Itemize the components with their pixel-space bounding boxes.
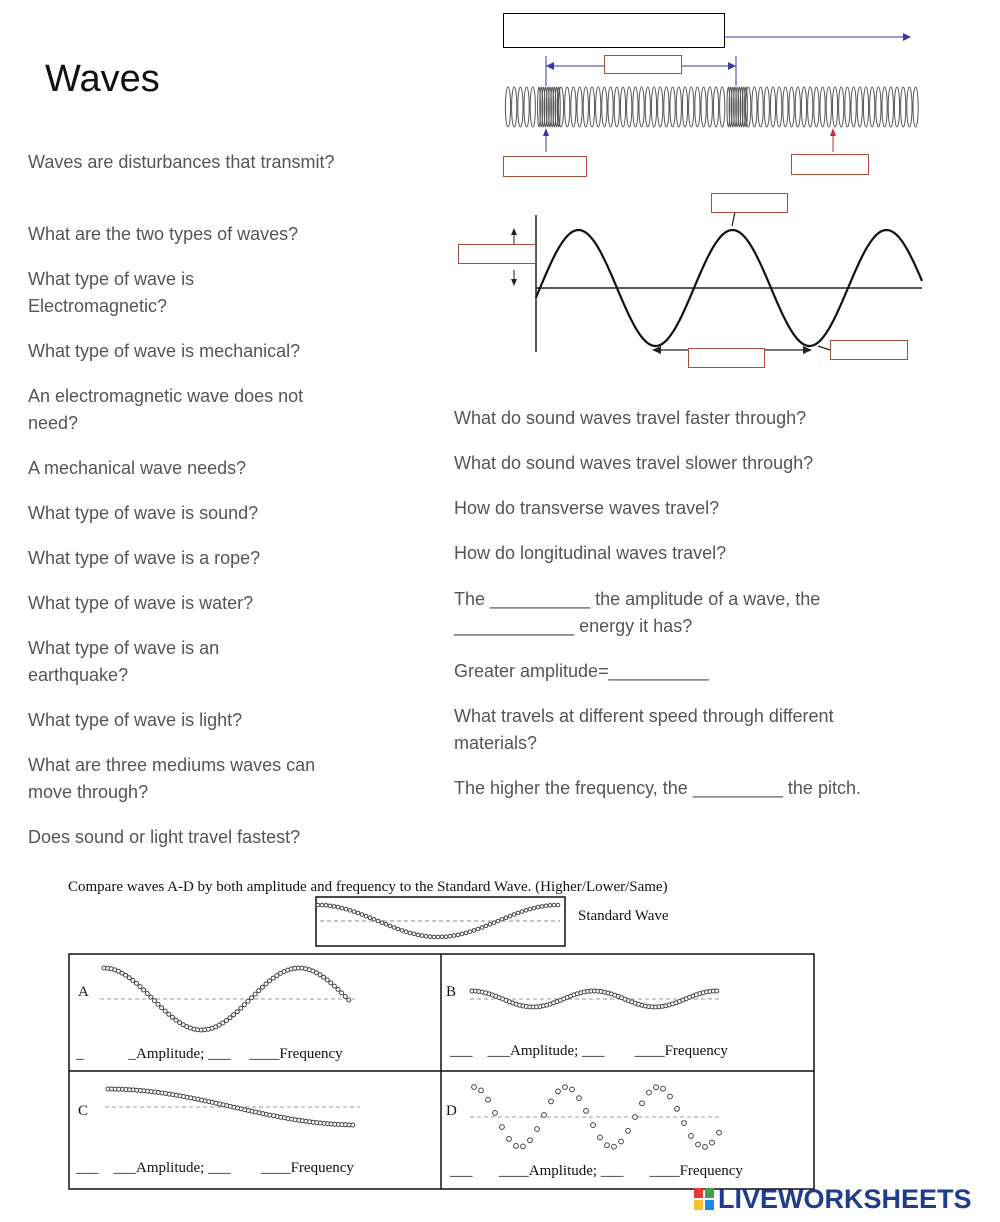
- standard-wave-dot: [332, 905, 336, 909]
- wave-a-dot: [131, 978, 135, 982]
- wave-a-dot: [260, 985, 264, 989]
- panel-a-letter: A: [78, 984, 89, 1000]
- wave-d-dot: [507, 1137, 512, 1142]
- wave-a-dot: [250, 996, 254, 1000]
- coil-loop: [845, 87, 850, 127]
- standard-wave-dot: [536, 905, 540, 909]
- wave-a-dot: [167, 1012, 171, 1016]
- standard-wave-dot: [512, 913, 516, 917]
- wave-a-dot: [268, 979, 272, 983]
- standard-wave-dot: [520, 910, 524, 914]
- standard-wave-dot: [416, 933, 420, 937]
- wave-a-dot: [138, 985, 142, 989]
- wave-a-dot: [257, 989, 261, 993]
- standard-wave-dot: [500, 918, 504, 922]
- right-question-6: Greater amplitude=__________: [454, 661, 709, 681]
- wave-d-dot: [521, 1144, 526, 1149]
- standard-wave-dot: [340, 906, 344, 910]
- left-question-1: Waves are disturbances that transmit?: [28, 152, 335, 172]
- wave-d-dot: [570, 1087, 575, 1092]
- coil-loop: [645, 87, 650, 127]
- left-question-5: An electromagnetic wave does not need?: [28, 386, 304, 433]
- standard-wave-dot: [372, 918, 376, 922]
- standard-wave-dot: [464, 931, 468, 935]
- left-question-8: What type of wave is a rope?: [28, 548, 261, 568]
- standard-wave-dot: [548, 904, 552, 908]
- coil-loop: [814, 87, 819, 127]
- liveworksheets-logo: [694, 1184, 972, 1214]
- coil-loop: [801, 87, 806, 127]
- wave-type-answer-box[interactable]: [503, 13, 725, 48]
- standard-wave-dot: [360, 913, 364, 917]
- standard-wave-dot: [468, 930, 472, 934]
- standard-wave-dot: [436, 935, 440, 939]
- coil-loop: [620, 87, 625, 127]
- left-question-2: What are the two types of waves?: [28, 224, 299, 244]
- standard-wave-dot: [324, 904, 328, 908]
- wave-d-dot: [710, 1140, 715, 1145]
- wave-a-dot: [149, 995, 153, 999]
- standard-wave-dot: [424, 934, 428, 938]
- left-question-10: What type of wave is an earthquake?: [28, 638, 220, 685]
- wave-b: [470, 989, 719, 1009]
- panel-a-answer-line[interactable]: _ _Amplitude; ___ ____Frequency: [76, 1046, 343, 1062]
- standard-wave-dot: [388, 924, 392, 928]
- page-title: Waves: [45, 58, 160, 100]
- wave-a-dot: [163, 1009, 167, 1013]
- coil-loop: [658, 87, 663, 127]
- standard-wave-dot: [448, 934, 452, 938]
- standard-wave-dot: [552, 903, 556, 907]
- left-question-9: What type of wave is water?: [28, 593, 254, 613]
- wave-d-dot: [591, 1123, 596, 1128]
- coil-loop: [907, 87, 912, 127]
- left-question-11: What type of wave is light?: [28, 710, 243, 730]
- coil-loop: [913, 87, 918, 127]
- wave-a-dot: [322, 975, 326, 979]
- wave-d-dot: [542, 1113, 547, 1118]
- coil-loop: [682, 87, 687, 127]
- compression-answer-box[interactable]: [503, 156, 587, 177]
- coil-loop: [707, 87, 712, 127]
- standard-wave-dot: [316, 903, 320, 907]
- left-question-3: What type of wave is Electromagnetic?: [28, 269, 195, 316]
- coil-loop: [851, 87, 856, 127]
- standard-wave-dot: [452, 934, 456, 938]
- coil-loop: [713, 87, 718, 127]
- wave-d-dot: [654, 1085, 659, 1090]
- crest-pointer: [732, 212, 735, 226]
- standard-wave-dot: [476, 927, 480, 931]
- standard-wave-dot: [516, 911, 520, 915]
- coil-loop: [701, 87, 706, 127]
- coil-loop: [820, 87, 825, 127]
- left-question-13: Does sound or light travel fastest?: [28, 827, 301, 847]
- logo-text: LIVEWORKSHEETS: [718, 1183, 972, 1214]
- standard-wave-dot: [412, 932, 416, 936]
- wave-d-dot: [528, 1138, 533, 1143]
- wave-d-dot: [626, 1128, 631, 1133]
- wave-a-dot: [242, 1003, 246, 1007]
- wave-d-dot: [556, 1089, 561, 1094]
- coil-loop: [530, 87, 535, 127]
- wave-a-dot: [340, 991, 344, 995]
- standard-wave-dot: [480, 926, 484, 930]
- wavelength-answer-box[interactable]: [604, 55, 682, 74]
- coil-loop: [596, 87, 601, 127]
- right-question-1: What do sound waves travel faster through?: [454, 408, 807, 428]
- right-question-8: The higher the frequency, the _________ the pitch.: [454, 778, 861, 798]
- panel-d-answer-line[interactable]: ___ ____Amplitude; ___ ____Frequency: [450, 1163, 743, 1179]
- coil-loop: [602, 87, 607, 127]
- wave-c-dot: [351, 1123, 355, 1127]
- standard-wave-dot: [556, 903, 560, 907]
- coil-loop: [894, 87, 899, 127]
- coil-loop: [571, 87, 576, 127]
- arrow-head: [903, 33, 911, 41]
- standard-wave-dot: [524, 909, 528, 913]
- wave-a-dot: [232, 1013, 236, 1017]
- standard-wave-dot: [472, 929, 476, 933]
- wave-a-dot: [329, 981, 333, 985]
- standard-wave-dot: [400, 929, 404, 933]
- wave-d-dot: [647, 1090, 652, 1095]
- standard-wave-dot: [496, 919, 500, 923]
- standard-wave-dot: [456, 933, 460, 937]
- coil-loop: [664, 87, 669, 127]
- coil-loop: [839, 87, 844, 127]
- coil-loop: [524, 87, 529, 127]
- coil-loop: [565, 87, 570, 127]
- coil-loop: [676, 87, 681, 127]
- standard-wave-dot: [544, 904, 548, 908]
- coil-loop: [695, 87, 700, 127]
- wave-d-dot: [500, 1125, 505, 1130]
- standard-wave-dot: [508, 914, 512, 918]
- left-question-12: What are three mediums waves can move through?: [28, 755, 316, 802]
- standard-wave-dot: [492, 921, 496, 925]
- wave-d-dot: [479, 1088, 484, 1093]
- coil-loop: [826, 87, 831, 127]
- wave-d-dot: [696, 1142, 701, 1147]
- wave-d-dot: [486, 1097, 491, 1102]
- wave-a-dot: [253, 992, 257, 996]
- wave-d-dot: [703, 1145, 708, 1150]
- coil-loop: [795, 87, 800, 127]
- wave-d-dot: [598, 1135, 603, 1140]
- wave-a-dot: [127, 976, 131, 980]
- wave-a-dot: [343, 995, 347, 999]
- slinky-coil: [505, 87, 918, 127]
- standard-wave-dot: [380, 921, 384, 925]
- standard-wave-dot: [328, 904, 332, 908]
- wave-d-dot: [661, 1086, 666, 1091]
- panel-b-answer-line[interactable]: ___ ___Amplitude; ___ ____Frequency: [450, 1043, 728, 1059]
- wave-d-dot: [472, 1085, 477, 1090]
- wavelength2-answer-box[interactable]: [688, 348, 765, 368]
- wave-a-dot: [235, 1010, 239, 1014]
- standard-wave-dot: [368, 916, 372, 920]
- wave-d-dot: [633, 1115, 638, 1120]
- standard-wave-dot: [396, 927, 400, 931]
- coil-loop: [651, 87, 656, 127]
- coil-loop: [670, 87, 675, 127]
- panel-b-letter: B: [446, 984, 457, 1000]
- wave-a-dot: [142, 988, 146, 992]
- standard-wave-label: Standard Wave: [578, 908, 669, 924]
- wave-d-dot: [682, 1121, 687, 1126]
- standard-wave-dot: [348, 909, 352, 913]
- coil-loop: [777, 87, 782, 127]
- coil-loop: [752, 87, 757, 127]
- right-question-5: The __________ the amplitude of a wave, the ____________ energy it has?: [454, 589, 821, 636]
- coil-loop: [857, 87, 862, 127]
- wave-a-dot: [228, 1016, 232, 1020]
- wave-a-dot: [170, 1015, 174, 1019]
- coil-loop: [832, 87, 837, 127]
- wave-d-dot: [514, 1144, 519, 1149]
- wave-d-dot: [605, 1143, 610, 1148]
- coil-loop: [577, 87, 582, 127]
- standard-wave-dot: [444, 935, 448, 939]
- standard-wave-dot: [484, 924, 488, 928]
- coil-loop: [770, 87, 775, 127]
- rarefaction-answer-box[interactable]: [791, 154, 869, 175]
- standard-wave-dot: [344, 907, 348, 911]
- wave-a-dot: [246, 999, 250, 1003]
- coil-loop: [512, 87, 517, 127]
- standard-wave-dot: [420, 934, 424, 938]
- coil-loop: [876, 87, 881, 127]
- coil-loop: [863, 87, 868, 127]
- standard-wave-dot: [504, 916, 508, 920]
- standard-wave-dot: [460, 932, 464, 936]
- standard-wave-dot: [540, 905, 544, 909]
- wave-d-dot: [612, 1144, 617, 1149]
- trough-answer-box[interactable]: [830, 340, 908, 360]
- compare-instructions: Compare waves A-D by both amplitude and frequency to the Standard Wave. (Higher/Lower/Same): [68, 879, 668, 895]
- wave-a-dot: [264, 982, 268, 986]
- coil-loop: [783, 87, 788, 127]
- wave-d-dot: [577, 1096, 582, 1101]
- wave-b-dot: [715, 989, 719, 993]
- standard-wave-dot: [376, 919, 380, 923]
- wave-a-dot: [336, 987, 340, 991]
- coil-loop: [627, 87, 632, 127]
- standard-wave-dot: [364, 914, 368, 918]
- left-question-7: What type of wave is sound?: [28, 503, 259, 523]
- coil-loop: [882, 87, 887, 127]
- wave-a-dot: [160, 1006, 164, 1010]
- right-question-3: How do transverse waves travel?: [454, 498, 720, 518]
- wave-a-dot: [325, 978, 329, 982]
- coil-loop: [901, 87, 906, 127]
- standard-wave-dot: [488, 923, 492, 927]
- coil-loop: [808, 87, 813, 127]
- coil-loop: [789, 87, 794, 127]
- standard-wave-dot: [392, 926, 396, 930]
- coil-loop: [583, 87, 588, 127]
- coil-loop: [558, 87, 563, 127]
- right-question-4: How do longitudinal waves travel?: [454, 543, 727, 563]
- coil-loop: [888, 87, 893, 127]
- wave-d-dot: [668, 1094, 673, 1099]
- wave-d-dot: [717, 1130, 722, 1135]
- standard-wave-dot: [440, 935, 444, 939]
- left-question-4: What type of wave is mechanical?: [28, 341, 301, 361]
- standard-wave-dot: [320, 903, 324, 907]
- standard-wave-dot: [528, 907, 532, 911]
- logo-mark-icon: [694, 1186, 716, 1212]
- coil-loop: [689, 87, 694, 127]
- coil-loop: [758, 87, 763, 127]
- amplitude-answer-box[interactable]: [458, 244, 536, 264]
- wave-a-dot: [152, 999, 156, 1003]
- wave-d-dot: [640, 1101, 645, 1106]
- crest-answer-box[interactable]: [711, 193, 788, 213]
- standard-wave-dot: [532, 906, 536, 910]
- wave-d-dot: [493, 1111, 498, 1116]
- standard-wave-dot: [428, 935, 432, 939]
- wave-d-dot: [619, 1139, 624, 1144]
- right-question-2: What do sound waves travel slower through?: [454, 453, 814, 473]
- coil-loop: [518, 87, 523, 127]
- wave-a-dot: [224, 1019, 228, 1023]
- wave-d-dot: [535, 1127, 540, 1132]
- wave-d-dot: [563, 1085, 568, 1090]
- panel-d-letter: D: [446, 1103, 457, 1119]
- standard-wave-dot: [384, 923, 388, 927]
- coil-loop: [614, 87, 619, 127]
- coil-loop: [589, 87, 594, 127]
- panel-c-letter: C: [78, 1103, 89, 1119]
- wave-a-dot: [145, 992, 149, 996]
- wave-d-dot: [675, 1107, 680, 1112]
- standard-wave-dot: [336, 905, 340, 909]
- coil-loop: [608, 87, 613, 127]
- coil-loop: [639, 87, 644, 127]
- coil-loop: [764, 87, 769, 127]
- standard-wave-dot: [404, 930, 408, 934]
- coil-loop: [633, 87, 638, 127]
- wave-d-dot: [689, 1134, 694, 1139]
- wave-a-dot: [332, 984, 336, 988]
- coil-loop: [870, 87, 875, 127]
- trough-pointer: [818, 346, 830, 350]
- standard-wave-dot: [432, 935, 436, 939]
- coil-loop: [720, 87, 725, 127]
- coil-loop: [746, 87, 751, 127]
- standard-wave-dot: [408, 931, 412, 935]
- standard-wave-dot: [356, 911, 360, 915]
- wave-a-dot: [239, 1006, 243, 1010]
- wave-d-dot: [584, 1109, 589, 1114]
- standard-wave-dot: [352, 910, 356, 914]
- wave-d-dot: [549, 1099, 554, 1104]
- left-question-6: A mechanical wave needs?: [28, 458, 247, 478]
- wave-a-dot: [156, 1002, 160, 1006]
- panel-c-answer-line[interactable]: ___ ___Amplitude; ___ ____Frequency: [76, 1160, 354, 1176]
- right-question-7: What travels at different speed through different materials?: [454, 706, 834, 753]
- wave-a-dot: [347, 998, 351, 1002]
- coil-loop: [505, 87, 510, 127]
- wave-a-dot: [134, 981, 138, 985]
